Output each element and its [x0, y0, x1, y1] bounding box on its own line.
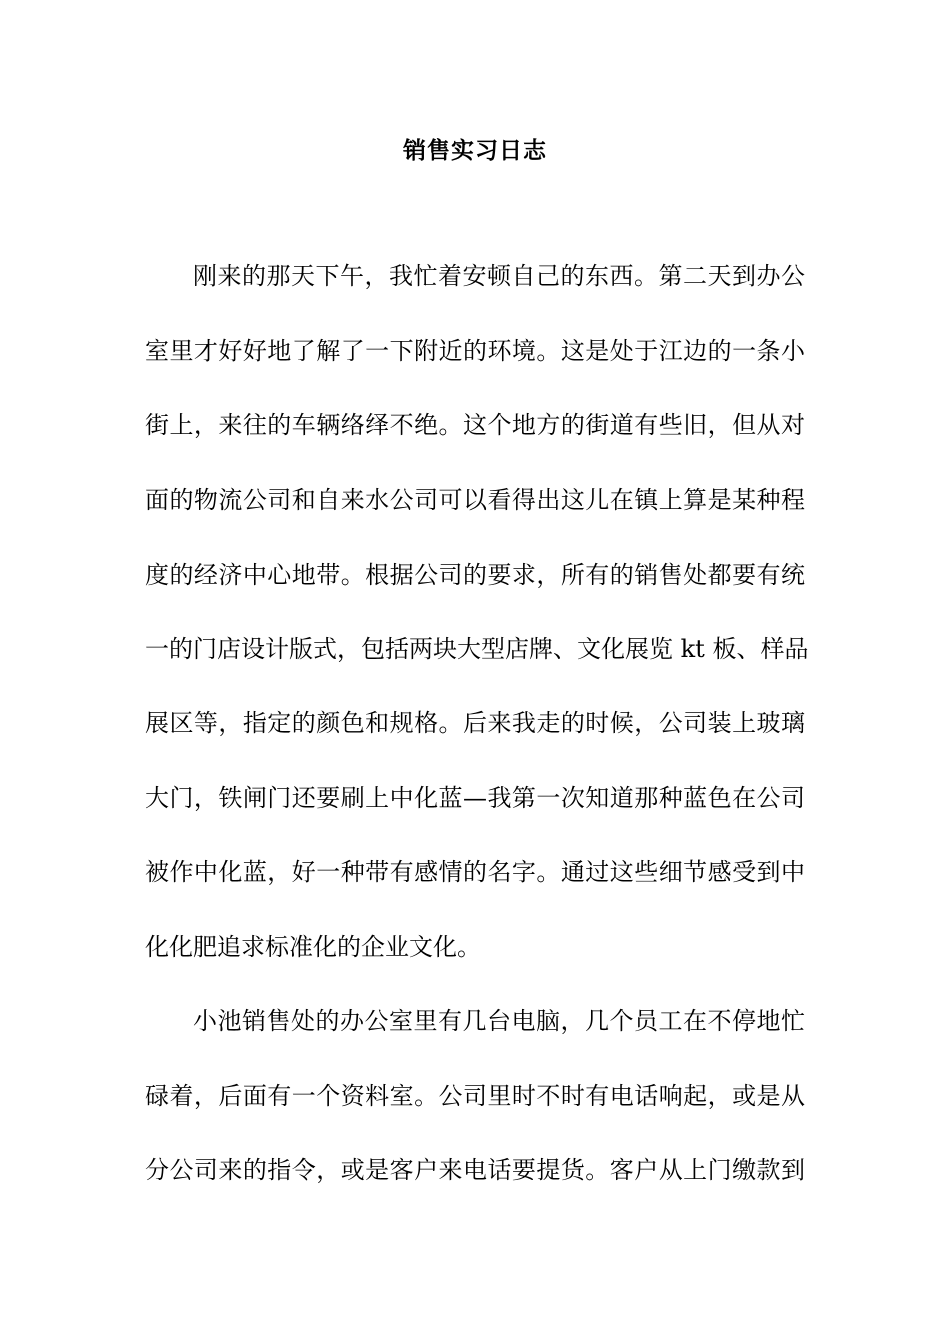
paragraph-1-line-9: 被作中化蓝，好一种带有感情的名字。通过这些细节感受到中 [145, 858, 805, 886]
paragraph-2-line-2: 碌着，后面有一个资料室。公司里时不时有电话响起，或是从 [145, 1082, 805, 1110]
paragraph-1-line-2: 室里才好好地了解了一下附近的环境。这是处于江边的一条小 [145, 337, 805, 365]
paragraph-1-line-6: 一的门店设计版式，包括两块大型店牌、文化展览 kt 板、样品 [145, 635, 809, 663]
paragraph-2-line-1: 小池销售处的办公室里有几台电脑，几个员工在不停地忙 [193, 1007, 805, 1035]
paragraph-1-line-3: 街上，来往的车辆络绎不绝。这个地方的街道有些旧，但从对 [145, 411, 805, 439]
paragraph-1-line-4: 面的物流公司和自来水公司可以看得出这儿在镇上算是某种程 [145, 486, 805, 514]
document-title: 销售实习日志 [403, 138, 547, 164]
paragraph-2-line-3: 分公司来的指令，或是客户来电话要提货。客户从上门缴款到 [145, 1156, 805, 1184]
paragraph-1-line-1: 刚来的那天下午，我忙着安顿自己的东西。第二天到办公 [193, 262, 805, 290]
paragraph-1-line-10: 化化肥追求标准化的企业文化。 [145, 933, 481, 961]
paragraph-1-line-5: 度的经济中心地带。根据公司的要求，所有的销售处都要有统 [145, 561, 805, 589]
paragraph-1-line-7: 展区等，指定的颜色和规格。后来我走的时候，公司装上玻璃 [145, 709, 805, 737]
paragraph-1-line-8: 大门，铁闸门还要刷上中化蓝—我第一次知道那种蓝色在公司 [145, 784, 805, 812]
